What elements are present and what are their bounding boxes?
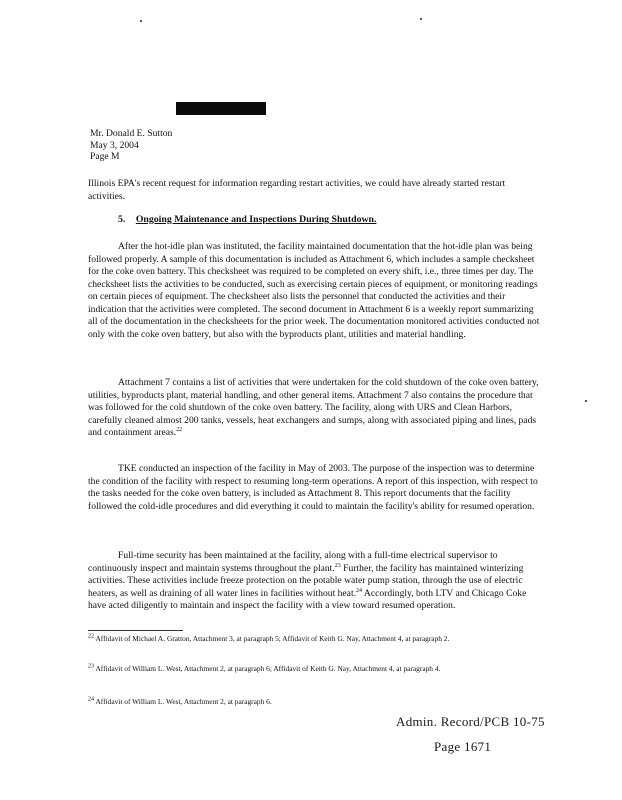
footnote-23 [88,664,538,674]
paragraph-3-text: TKE conducted an inspection of the facility in May of 2003. The purpose of the inspection was to determine the condition of the facility with respect to resuming long-term operations. A report of this inspection, with respect to the tasks needed for the coke oven battery, is included as Attachment 8. This report documents that the facility followed the cold-idle procedures and did everything it could to maintain the facility's ability for resumed operation. [88,463,538,512]
paragraph-4-text-b: Further, the facility has maintained winterizing activities. These activities include freeze protection on the potable water pump station, through the use of electric heaters, as well as draining of all water lines in facilities without heat. [88,562,524,599]
section-heading [118,214,376,227]
paragraph-4-text-c: Accordingly, both LTV and Chicago Coke have acted diligently to maintain and inspect the facility with a view toward resumed operation. [88,587,527,611]
footnote-ref-22: 22 [176,426,183,433]
letter-header [90,128,172,163]
footnote-ref-24: 24 [356,587,363,594]
recipient-line: Mr. Donald E. Sutton [90,128,173,139]
paragraph-1-text: After the hot-idle plan was instituted, the facility maintained documentation that the hot-idle plan was being followed properly. A sample of this documentation is included as Attachment 6, which includes a sample checksheet for the coke oven battery. This checksheet was required to be completed on every shift, i.e., three times per day. The checksheet lists the activities to be conducted, such as exercising certain pieces of equipment, or monitoring readings on certain pieces of equipment. The checksheet also lists the personnel that conducted the activities and their indication that the activities were completed. The second document in Attachment 6 is a weekly report summarizing all of the documentation in the checksheets for the prior week. The documentation monitored activities conducted not only with the coke oven battery, but also with the byproducts plant, utilities and material handling. [88,241,540,340]
scan-speck [140,20,142,22]
admin-record-stamp: Admin. Record/PCB 10-75 [396,714,545,729]
paragraph-3 [88,463,540,513]
paragraph-2 [88,377,540,440]
section-title: Ongoing Maintenance and Inspections During Shutdown. [135,214,377,225]
footnote-24 [88,697,538,707]
paragraph-2-text: Attachment 7 contains a list of activities that were undertaken for the cold shutdown of the coke oven battery, utilities, byproducts plant, material handling, and other general items. Attachment 7 also contains the procedure that was followed for the cold shutdown of the coke oven battery. The facility, along with URS and Clean Harbors, carefully cleaned almost 200 tanks, vessels, heat exchangers and sumps, along with associated piping and lines, pads and containment areas. [88,377,539,438]
paragraph-4 [88,550,540,613]
footnote-number: 22 [88,633,94,640]
footnote-text: Affidavit of Michael A. Gratton, Attachment 3, at paragraph 5; Affidavit of Keith G. Nay, Attachment 4, at paragraph 2. [95,634,450,643]
continuation-text: Illinois EPA's recent request for information regarding restart activities, we could have already started restart activities. [88,178,506,202]
paragraph-4-text-a: Full-time security has been maintained at the facility, along with a full-time electrical supervisor to continuously inspect and maintain systems throughout the plant. [88,550,498,574]
redaction-bar [176,102,266,115]
footnote-number: 23 [88,663,94,670]
footnote-22 [88,634,538,644]
footnote-divider [88,630,183,631]
date-line: May 3, 2004 [90,139,139,151]
page-line: Page M [90,151,120,162]
section-number: 5. [118,214,126,225]
scan-speck [420,18,422,20]
footnote-number: 24 [88,696,94,703]
paragraph-1 [88,241,540,341]
page-number-stamp: Page 1671 [434,739,492,754]
footnote-text: Affidavit of William L. West, Attachment 2, at paragraph 6. [95,697,272,706]
footnote-text: Affidavit of William L. West, Attachment 2, at paragraph 6; Affidavit of Keith G. Nay, Attachment 4, at paragraph 4. [95,664,441,673]
scan-speck [585,400,587,402]
footnote-ref-23: 23 [334,562,341,569]
